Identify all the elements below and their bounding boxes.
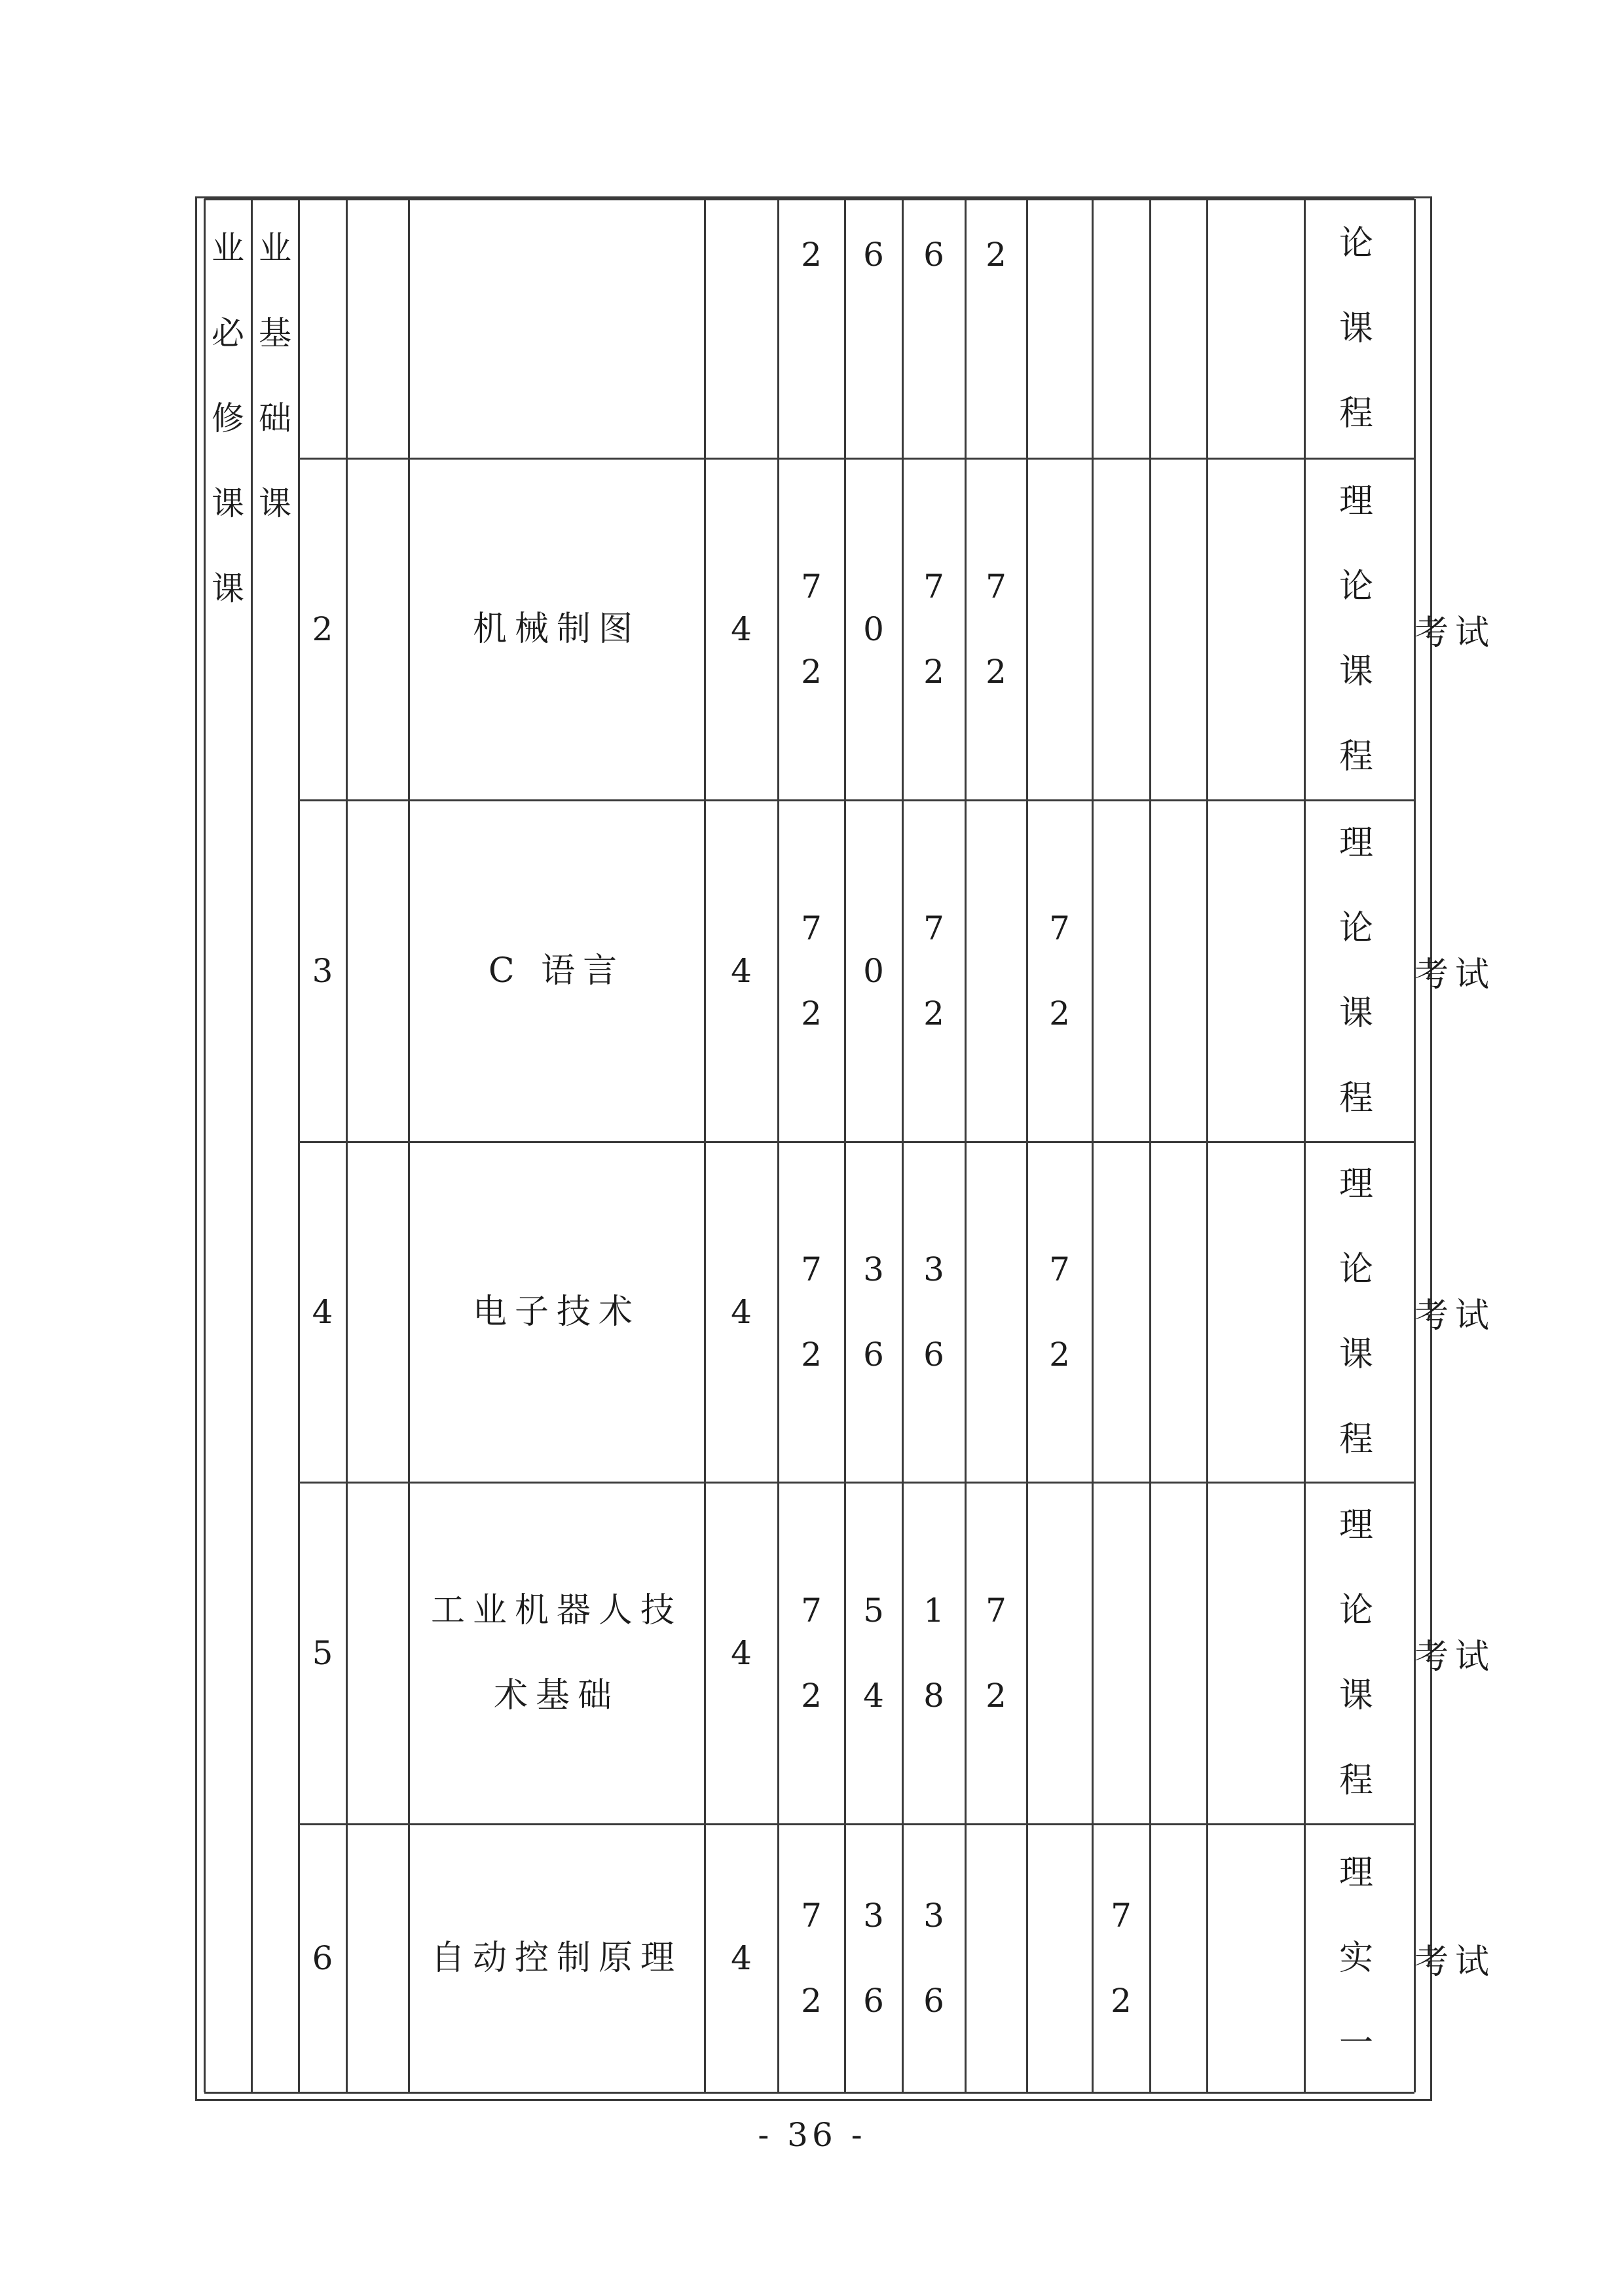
cell-s2	[1027, 199, 1092, 458]
theory-line: 0	[863, 610, 884, 648]
cell-blank	[346, 1824, 409, 2092]
cell-blank2	[1207, 199, 1304, 458]
cell-blank	[346, 199, 409, 458]
cell-type	[1304, 1142, 1414, 1482]
cell-type	[1304, 800, 1414, 1142]
cell-theory	[845, 1142, 902, 1482]
total-stack	[801, 544, 822, 714]
cell-s4	[1150, 800, 1207, 1142]
cell-name	[409, 800, 705, 1142]
cell-theory	[845, 800, 902, 1142]
cell-credits	[705, 458, 778, 800]
total-stack	[801, 1227, 822, 1397]
type-line: 课	[1338, 1676, 1380, 1715]
type-stack	[1339, 1483, 1380, 1823]
cell-name	[409, 199, 705, 458]
total-line: 2	[801, 994, 822, 1032]
cell-theory	[845, 199, 902, 458]
total-line: 2	[801, 1336, 822, 1374]
name-line: 机械制图	[472, 610, 640, 649]
theory-line: 3	[863, 1250, 884, 1288]
category-char: 业	[259, 229, 291, 267]
total-line: 2	[801, 1982, 822, 2020]
total-line: 7	[801, 1250, 822, 1288]
type-line: 理	[1338, 482, 1380, 521]
cell-s3	[1092, 800, 1150, 1142]
total-line: 2	[801, 1677, 822, 1715]
cell-assess	[1414, 1482, 1496, 1824]
cell-s2	[1027, 1142, 1092, 1482]
s2-line: 2	[1049, 1336, 1070, 1374]
cell-practice	[902, 800, 965, 1142]
theory-stack	[863, 1873, 884, 2043]
type-line: 程	[1338, 394, 1380, 433]
theory-stack	[863, 1227, 884, 1397]
type-line: 课	[1338, 309, 1380, 348]
cell-practice	[902, 458, 965, 800]
total-line: 7	[801, 909, 822, 947]
name-line: 自动控制原理	[430, 1939, 682, 1978]
cell-s4	[1150, 458, 1207, 800]
practice-line: 3	[923, 1250, 944, 1288]
cell-blank2	[1207, 1824, 1304, 2092]
assess-value: 考试	[1414, 613, 1496, 653]
name-stack	[473, 1269, 640, 1355]
type-stack	[1339, 1142, 1380, 1482]
category-char: 业	[212, 229, 244, 267]
cell-practice	[902, 1142, 965, 1482]
practice-line: 7	[923, 909, 944, 947]
practice-line: 6	[923, 236, 944, 274]
cell-total	[778, 1482, 845, 1824]
practice-line: 7	[923, 568, 944, 606]
total-stack	[801, 1873, 822, 2043]
assess-value: 考试	[1414, 955, 1496, 994]
cell-theory	[845, 1482, 902, 1824]
practice-stack	[923, 1227, 944, 1397]
cell-s2	[1027, 1824, 1092, 2092]
practice-line: 1	[923, 1592, 944, 1630]
theory-line: 5	[863, 1592, 884, 1630]
credits-value: 4	[731, 1634, 752, 1672]
theory-line: 6	[863, 236, 884, 274]
no-value: 3	[312, 952, 333, 990]
type-line: 课	[1338, 1335, 1380, 1374]
total-stack	[801, 1568, 822, 1738]
type-line: 课	[1338, 652, 1380, 691]
theory-line: 6	[863, 1336, 884, 1374]
cell-type	[1304, 1482, 1414, 1824]
cell-blank	[346, 1142, 409, 1482]
credits-value: 4	[731, 1293, 752, 1331]
cell-s2	[1027, 458, 1092, 800]
cell-s4	[1150, 199, 1207, 458]
s1-line: 2	[986, 653, 1006, 691]
category-char: 基	[259, 314, 291, 352]
s1-line: 2	[986, 236, 1006, 274]
credits-value: 4	[731, 1939, 752, 1977]
cell-total	[778, 1824, 845, 2092]
cell-theory	[845, 458, 902, 800]
s1-stack	[986, 1568, 1006, 1738]
name-line: C 语言	[488, 951, 625, 991]
type-line: 理	[1338, 1165, 1380, 1204]
type-stack	[1339, 801, 1380, 1141]
total-stack	[801, 212, 822, 297]
practice-stack	[923, 886, 944, 1056]
cell-name	[409, 1142, 705, 1482]
name-line: 术基础	[493, 1676, 619, 1715]
cell-credits	[705, 1482, 778, 1824]
cell-credits	[705, 1142, 778, 1482]
page-number: - 36 -	[758, 2116, 866, 2154]
type-line: 程	[1338, 1761, 1380, 1800]
cell-total	[778, 1142, 845, 1482]
theory-stack	[863, 1568, 884, 1738]
category-char: 修	[212, 399, 244, 437]
cell-no	[299, 1824, 346, 2092]
cell-total	[778, 800, 845, 1142]
type-line: 程	[1338, 737, 1380, 776]
practice-line: 2	[923, 994, 944, 1032]
theory-stack	[863, 928, 884, 1013]
cell-credits	[705, 1824, 778, 2092]
total-line: 7	[801, 1897, 822, 1935]
cell-assess	[1414, 1824, 1496, 2092]
type-stack	[1339, 459, 1380, 799]
cell-s3	[1092, 1142, 1150, 1482]
practice-line: 3	[923, 1897, 944, 1935]
total-line: 7	[801, 568, 822, 606]
category-char: 课	[212, 484, 244, 522]
name-stack	[489, 928, 625, 1013]
no-value: 6	[312, 1939, 333, 1977]
cell-s1	[965, 800, 1027, 1142]
s2-stack	[1049, 1227, 1070, 1397]
cell-name	[409, 1482, 705, 1824]
cell-no	[299, 199, 346, 458]
theory-line: 4	[863, 1677, 884, 1715]
type-line: 程	[1338, 1079, 1380, 1118]
s1-stack	[986, 212, 1006, 297]
cell-s1	[965, 1142, 1027, 1482]
cell-s4	[1150, 1824, 1207, 2092]
cell-blank	[346, 800, 409, 1142]
cell-blank2	[1207, 1482, 1304, 1824]
category-char: 必	[212, 314, 244, 352]
s1-line: 7	[986, 1592, 1006, 1630]
cell-no	[299, 800, 346, 1142]
s1-stack	[986, 544, 1006, 714]
cell-blank2	[1207, 458, 1304, 800]
s2-line: 2	[1049, 994, 1070, 1032]
cell-s2	[1027, 1482, 1092, 1824]
type-line: 论	[1338, 224, 1380, 263]
category-level-1	[204, 199, 251, 618]
practice-line: 8	[923, 1677, 944, 1715]
s1-line: 2	[986, 1677, 1006, 1715]
type-line: 论	[1338, 567, 1380, 606]
cell-assess	[1414, 1142, 1496, 1482]
cell-s4	[1150, 1482, 1207, 1824]
credits-value: 4	[731, 952, 752, 990]
s2-stack	[1049, 886, 1070, 1056]
theory-line: 6	[863, 1982, 884, 2020]
cell-s3	[1092, 1824, 1150, 2092]
cell-credits	[705, 800, 778, 1142]
type-line: 理	[1338, 1506, 1380, 1545]
cell-s3	[1092, 458, 1150, 800]
cell-s1	[965, 199, 1027, 458]
cell-blank	[346, 458, 409, 800]
assess-value: 考试	[1414, 1942, 1496, 1982]
theory-stack	[863, 587, 884, 672]
name-line: 工业机器人技	[430, 1591, 682, 1630]
cell-s1	[965, 458, 1027, 800]
theory-line: 0	[863, 952, 884, 990]
cell-no	[299, 1482, 346, 1824]
cell-total	[778, 199, 845, 458]
cell-assess	[1414, 800, 1496, 1142]
no-value: 2	[312, 610, 333, 648]
practice-line: 2	[923, 653, 944, 691]
type-line: 论	[1338, 1250, 1380, 1289]
practice-line: 6	[923, 1336, 944, 1374]
credits-value: 4	[731, 610, 752, 648]
cell-s1	[965, 1824, 1027, 2092]
no-value: 5	[312, 1634, 333, 1672]
cell-practice	[902, 199, 965, 458]
type-line: 一	[1338, 2024, 1380, 2063]
cell-assess	[1414, 458, 1496, 800]
category-char: 础	[259, 399, 291, 437]
type-line: 实	[1338, 1939, 1380, 1978]
cell-s1	[965, 1482, 1027, 1824]
cell-name	[409, 1824, 705, 2092]
cell-s4	[1150, 1142, 1207, 1482]
cell-blank2	[1207, 1142, 1304, 1482]
category-level-2	[251, 199, 299, 618]
type-line: 课	[1338, 994, 1380, 1033]
total-line: 2	[801, 653, 822, 691]
practice-stack	[923, 544, 944, 714]
s3-line: 7	[1111, 1897, 1132, 1935]
assess-value: 考试	[1414, 1296, 1496, 1336]
cell-practice	[902, 1824, 965, 2092]
total-stack	[801, 886, 822, 1056]
s3-stack	[1111, 1873, 1132, 2043]
type-line: 理	[1338, 824, 1380, 863]
type-stack	[1339, 1831, 1380, 2086]
type-line: 论	[1338, 1591, 1380, 1630]
cell-s2	[1027, 800, 1092, 1142]
practice-stack	[923, 1873, 944, 2043]
practice-line: 6	[923, 1982, 944, 2020]
cell-blank	[346, 1482, 409, 1824]
name-stack	[431, 1916, 682, 2001]
name-stack	[473, 587, 640, 672]
total-line: 7	[801, 1592, 822, 1630]
practice-stack	[923, 212, 944, 297]
cell-no	[299, 458, 346, 800]
s2-line: 7	[1049, 909, 1070, 947]
category-char: 课	[259, 484, 291, 522]
theory-stack	[863, 212, 884, 297]
cell-type	[1304, 458, 1414, 800]
cell-name	[409, 458, 705, 800]
cell-type	[1304, 1824, 1414, 2092]
assess-value: 考试	[1414, 1637, 1496, 1677]
total-line: 2	[801, 236, 822, 274]
practice-stack	[923, 1568, 944, 1738]
name-line: 电子技术	[472, 1292, 640, 1332]
no-value: 4	[312, 1293, 333, 1331]
cell-no	[299, 1142, 346, 1482]
type-line: 程	[1338, 1420, 1380, 1459]
cell-total	[778, 458, 845, 800]
s1-line: 7	[986, 568, 1006, 606]
type-stack	[1339, 201, 1380, 456]
type-line: 理	[1338, 1853, 1380, 1893]
type-line: 论	[1338, 909, 1380, 948]
cell-theory	[845, 1824, 902, 2092]
theory-line: 3	[863, 1897, 884, 1935]
cell-type	[1304, 199, 1414, 458]
cell-practice	[902, 1482, 965, 1824]
s3-line: 2	[1111, 1982, 1132, 2020]
category-char: 课	[212, 570, 244, 608]
name-stack	[431, 1568, 682, 1738]
cell-blank2	[1207, 800, 1304, 1142]
cell-credits	[705, 199, 778, 458]
s2-line: 7	[1049, 1250, 1070, 1288]
cell-s3	[1092, 199, 1150, 458]
cell-s3	[1092, 1482, 1150, 1824]
